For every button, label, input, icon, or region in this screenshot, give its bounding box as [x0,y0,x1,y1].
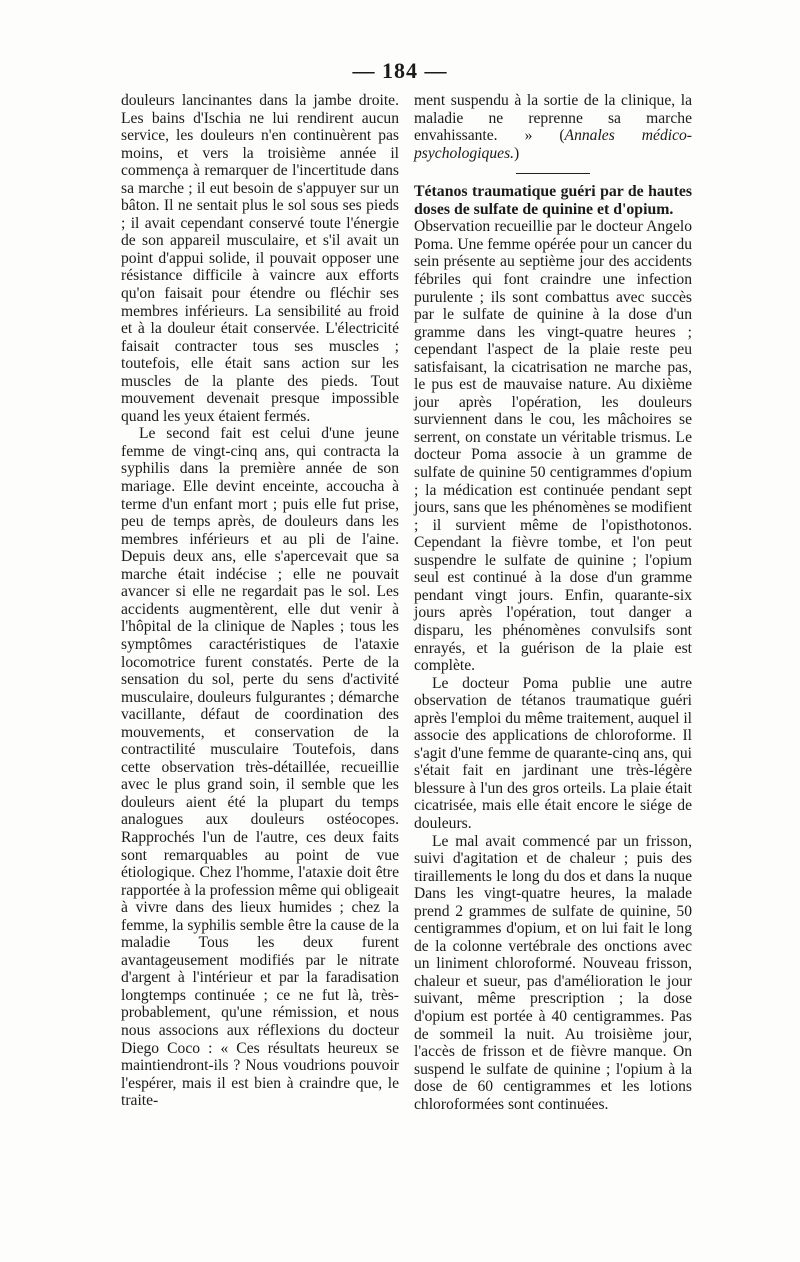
paragraph-second-observation: Le docteur Poma publie une autre observation de tétanos traumatique guéri après l'emploi du même traitement, auquel il associe des applications de chloroforme. Il s'agit d'une femme de quarante-cinq ans, qui s'était fait en jardinant une très-légère blessure à l'un des gros orteils. La plaie était cicatrisée, mais elle était encore le siége de douleurs. [414,674,692,832]
paragraph-treatment: Le mal avait commencé par un frisson, suivi d'agitation et de chaleur ; puis des tiraillements le long du dos et dans la nuque Dans les vingt-quatre heures, la malade prend 2 grammes de sulfate de quinine, 50 centigrammes d'opium, et on lui fait le long de la colonne vertébrale des onctions avec un liniment chloroformé. Nouveau frisson, chaleur et sueur, pas d'amélioration le jour suivant, même prescription ; la dose d'opium est portée à 40 centigrammes. Pas de sommeil la nuit. Au troisième jour, l'accès de frisson et de fièvre manque. On suspend le sulfate de quinine ; l'opium à la dose de 60 centigrammes et les lotions chloroformées sont continuées. [414,832,692,1113]
citation-close: ) [514,144,520,162]
citation-journal: Annales médico-psychologiques. [414,127,692,162]
paragraph-observation: Observation recueillie par le docteur Angelo Poma. Une femme opérée pour un cancer du sein présente au septième jour des accidents fébriles qui font craindre une infection purulente ; ils sont combattus avec succès par le sulfate de quinine à la dose d'un gramme dans les vingt-quatre heures ; cependant l'aspect de la plaie reste peu satisfaisant, la cicatrisation ne marche pas, le pus est de mauvaise nature. Au dixième jour après l'opération, les douleurs surviennent dans le cou, les mâchoires se serrent, on constate un véritable trismus. Le docteur Poma associe à un gramme de sulfate de quinine 50 centigrammes d'opium ; la médication est continuée pendant sept jours, sans que les phénomènes se modifient ; il survient même de l'opisthotonos. Cependant la fièvre tombe, et l'on peut suspendre le sulfate de quinine ; l'opium seul est continué à la dose d'un gramme pendant vingt jours. Enfin, quarante-six jours après l'opération, tout danger a disparu, les phénomènes convulsifs sont enrayés, et la guérison de la plaie est complète. [414,218,692,675]
paragraph-continuation [414,92,692,162]
paragraph-second-case: Le second fait est celui d'une jeune femme de vingt-cinq ans, qui contracta la syphilis dans la première année de son mariage. Elle devint enceinte, accoucha à terme d'un enfant mort ; puis elle fut prise, peu de temps après, de douleurs dans les membres inférieurs et au pli de l'aine. Depuis deux ans, elle s'apercevait que sa marche était indécise ; elle ne pouvait avancer si elle ne regardait pas le sol. Les accidents augmentèrent, elle dut venir à l'hôpital de la clinique de Naples ; tous les symptômes caractéristiques de l'ataxie locomotrice furent constatés. Perte de la sensation du sol, perte du sens d'activité musculaire, douleurs fulgurantes ; démarche vacillante, défaut de coordination des mouvements, et conservation de la contractilité musculaire Toutefois, dans cette observation très-détaillée, recueillie avec le plus grand soin, il semble que les douleurs aient été la plupart du temps analogues aux douleurs ostéocopes. Rapprochés l'un de l'autre, ces deux faits sont remarquables au point de vue étiologique. Chez l'homme, l'ataxie doit être rapportée à la profession même qui obligeait à vivre dans des lieux humides ; chez la femme, la syphilis semble être la cause de la maladie Tous les deux furent avantageusement modifiés par le nitrate d'argent à l'intérieur et par la faradisation longtemps continuée ; ce ne fut là, très-probablement, qu'une rémission, et nous nous associons aux réflexions du docteur Diego Coco : « Ces résultats heureux se maintiendront-ils ? Nous voudrions pouvoir l'espérer, mais il est bien à craindre que, le traite- [121,425,399,1110]
right-column [414,92,692,1113]
section-divider [516,173,590,174]
article-title: Tétanos traumatique guéri par de hautes doses de sulfate de quinine et d'opium. [414,183,692,218]
left-column [121,92,399,1110]
paragraph-continued: douleurs lancinantes dans la jambe droite. Les bains d'Ischia ne lui rendirent aucun service, les douleurs n'en continuèrent pas moins, et vers la troisième année il commença à remarquer de l'incertitude dans sa marche ; il eut besoin de s'appuyer sur un bâton. Il ne sentait plus le sol sous ses pieds ; il avait cependant conservé toute l'énergie de son appareil musculaire, et s'il avait un point d'appui solide, il pouvait opposer une résistance difficile à vaincre aux efforts qu'on faisait pour étendre ou fléchir ses membres inférieurs. La sensibilité au froid et à la douleur était conservée. L'électricité faisait contracter tous ses muscles ; toutefois, elle était sans action sur les muscles de la plante des pieds. Tout mouvement devenait presque impossible quand les yeux étaient fermés. [121,92,399,425]
continuation-text: ment suspendu à la sortie de la clinique, la maladie ne reprenne sa marche envahissante. » ( [414,92,692,145]
page-number: — 184 — [352,58,448,83]
